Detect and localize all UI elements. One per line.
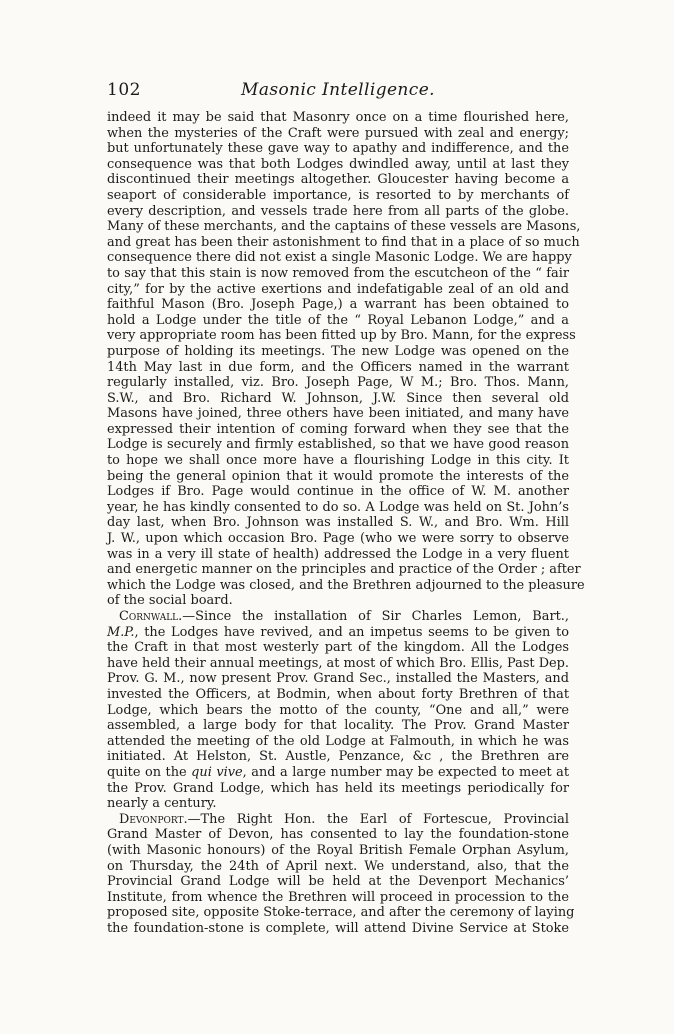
qui-vive-line xyxy=(107,765,569,781)
text-line: initiated. At Helston, St. Austle, Penzance, &c , the Brethren are xyxy=(107,749,569,765)
text-line: consequence was that both Lodges dwindled away, until at last they xyxy=(107,156,569,172)
text-line: Provincial Grand Lodge will be held at the Devenport Mechanics’ xyxy=(107,874,569,890)
page-header xyxy=(107,80,569,104)
text-line: Lodges if Bro. Page would continue in the office of W. M. another xyxy=(107,484,569,500)
text-line: (with Masonic honours) of the Royal British Female Orphan Asylum, xyxy=(107,842,569,858)
text-line: J. W., upon which occasion Bro. Page (who we were sorry to observe xyxy=(107,531,569,547)
text-line: consequence there did not exist a single Masonic Lodge. We are happy xyxy=(107,250,572,266)
text-line: the Craft in that most westerly part of the kingdom. All the Lodges xyxy=(107,640,569,656)
text-line: being the general opinion that it would promote the interests of the xyxy=(107,468,569,484)
cornwall-second-line-text: , the Lodges have revived, and an impetus seems to be given to xyxy=(134,624,569,640)
text-line: very appropriate room has been fitted up by Bro. Mann, for the express xyxy=(107,328,576,344)
text-line: city,” for by the active exertions and indefatigable zeal of an old and xyxy=(107,281,569,297)
text-line: discontinued their meetings altogether. Gloucester having become a xyxy=(107,172,569,188)
text-line: Masons have joined, three others have been initiated, and many have xyxy=(107,406,569,422)
text-line: every description, and vessels trade here from all parts of the globe. xyxy=(107,203,569,219)
text-line: faithful Mason (Bro. Joseph Page,) a warrant has been obtained to xyxy=(107,297,569,313)
text-line: S.W., and Bro. Richard W. Johnson, J.W. Since then several old xyxy=(107,390,569,406)
mp-abbreviation: M.P. xyxy=(107,624,135,640)
text-line: 14th May last in due form, and the Officers named in the warrant xyxy=(107,359,569,375)
qui-vive-after: , and a large number may be expected to meet at xyxy=(242,764,570,780)
text-line: Many of these merchants, and the captains of these vessels are Masons, xyxy=(107,219,581,235)
text-line: Prov. G. M., now present Prov. Grand Sec., installed the Masters, and xyxy=(107,671,569,687)
page-number: 102 xyxy=(107,80,141,100)
text-line: and energetic manner on the principles and practice of the Order ; after xyxy=(107,562,581,578)
text-line: regularly installed, viz. Bro. Joseph Page, W M.; Bro. Thos. Mann, xyxy=(107,375,569,391)
text-line: Grand Master of Devon, has consented to lay the foundation-stone xyxy=(107,827,569,843)
running-title: Masonic Intelligence. xyxy=(241,80,435,100)
cornwall-first-line xyxy=(107,609,569,625)
text-line: year, he has kindly consented to do so. A Lodge was held on St. John’s xyxy=(107,499,569,515)
text-line: Lodge, which bears the motto of the county, “One and all,” were xyxy=(107,702,569,718)
text-line: to say that this stain is now removed from the escutcheon of the “ fair xyxy=(107,265,569,281)
text-line: on Thursday, the 24th of April next. We understand, also, that the xyxy=(107,858,569,874)
text-line: nearly a century. xyxy=(107,796,217,812)
text-line: the foundation-stone is complete, will attend Divine Service at Stoke xyxy=(107,920,569,936)
text-line: when the mysteries of the Craft were pursued with zeal and energy; xyxy=(107,125,569,141)
text-line: day last, when Bro. Johnson was installed S. W., and Bro. Wm. Hill xyxy=(107,515,569,531)
text-line: seaport of considerable importance, is resorted to by merchants of xyxy=(107,187,569,203)
devonport-heading: Devonport. xyxy=(119,811,188,827)
text-line: but unfortunately these gave way to apathy and indifference, and the xyxy=(107,141,569,157)
cornwall-first-line-text: —Since the installation of Sir Charles Lemon, Bart., xyxy=(182,609,569,624)
text-line: the Prov. Grand Lodge, which has held its meetings periodically for xyxy=(107,780,569,796)
text-line: proposed site, opposite Stoke-terrace, and after the ceremony of laying xyxy=(107,905,575,921)
qui-vive-phrase: qui vive xyxy=(191,764,243,780)
text-line: and great has been their astonishment to find that in a place of so much xyxy=(107,234,580,250)
devonport-first-line xyxy=(107,812,569,828)
text-line: of the social board. xyxy=(107,593,233,609)
text-line: indeed it may be said that Masonry once on a time flourished here, xyxy=(107,110,569,125)
text-line: which the Lodge was closed, and the Brethren adjourned to the pleasure xyxy=(107,577,585,593)
text-line: attended the meeting of the old Lodge at Falmouth, in which he was xyxy=(107,733,569,749)
cornwall-heading: Cornwall. xyxy=(119,609,183,624)
text-line: invested the Officers, at Bodmin, when about forty Brethren of that xyxy=(107,686,569,702)
text-line: purpose of holding its meetings. The new Lodge was opened on the xyxy=(107,343,569,359)
cornwall-second-line xyxy=(107,625,569,641)
text-line: Institute, from whence the Brethren will proceed in procession to the xyxy=(107,889,569,905)
devonport-first-line-text: —The Right Hon. the Earl of Fortescue, Provincial xyxy=(187,811,569,827)
text-line: to hope we shall once more have a flourishing Lodge in this city. It xyxy=(107,453,569,469)
text-line: have held their annual meetings, at most of which Bro. Ellis, Past Dep. xyxy=(107,655,570,671)
text-line: expressed their intention of coming forward when they see that the xyxy=(107,421,569,437)
text-line: Lodge is securely and firmly established, so that we have good reason xyxy=(107,437,569,453)
text-line: hold a Lodge under the title of the “ Royal Lebanon Lodge,” and a xyxy=(107,312,569,328)
qui-vive-before: quite on the xyxy=(107,764,192,780)
article-body xyxy=(107,110,585,936)
text-line: was in a very ill state of health) addressed the Lodge in a very fluent xyxy=(107,546,569,562)
text-line: assembled, a large body for that locality. The Prov. Grand Master xyxy=(107,718,569,734)
